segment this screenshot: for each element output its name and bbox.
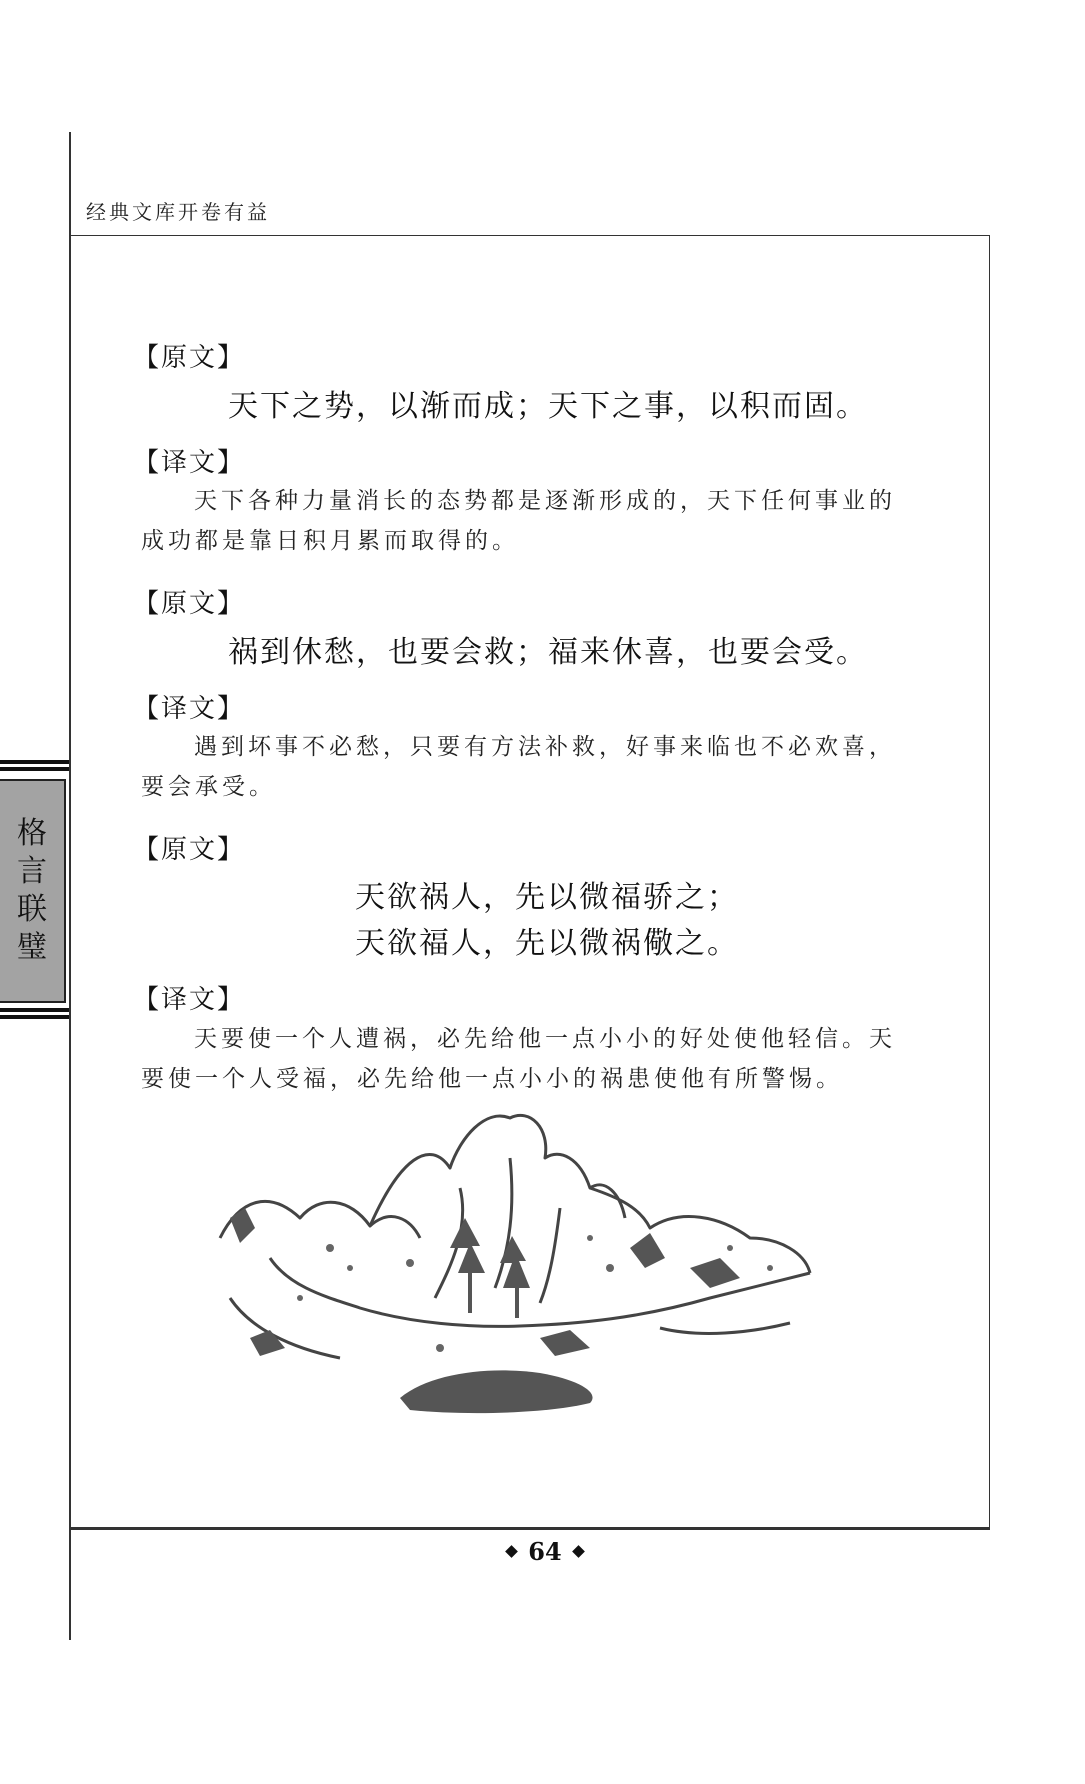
original-text: 天欲祸人，先以微福骄之；	[355, 880, 739, 915]
page-number: 64	[490, 1537, 600, 1566]
side-tab-char: 言	[17, 854, 47, 889]
side-tab-box	[0, 779, 66, 1003]
translation-text: 天要使一个人遭祸，必先给他一点小小的好处使他轻信。天要使一个人受福，必先给他一点小小的祸患使他有所警惕。	[141, 1026, 896, 1092]
original-label: 【原文】	[133, 589, 246, 619]
original-label: 【原文】	[133, 835, 246, 865]
translation-text: 天下各种力量消长的态势都是逐渐形成的，天下任何事业的成功都是靠日积月累而取得的。	[141, 488, 896, 554]
original-label: 【原文】	[133, 343, 246, 373]
translation-label: 【译文】	[133, 985, 246, 1015]
translation-text: 遇到坏事不必愁，只要有方法补救，好事来临也不必欢喜，要会承受。	[141, 734, 896, 800]
original-text: 天下之势，以渐而成；天下之事，以积而固。	[228, 389, 868, 424]
original-text: 天欲福人，先以微祸儆之。	[355, 926, 739, 961]
side-tab-char: 璧	[17, 930, 47, 965]
side-tab-char: 格	[17, 816, 47, 851]
landscape-illustration	[210, 1098, 820, 1444]
diamond-icon	[572, 1545, 585, 1558]
footer-rule	[69, 1528, 990, 1530]
diamond-icon	[505, 1545, 518, 1558]
translation-label: 【译文】	[133, 694, 246, 724]
side-tab	[0, 760, 69, 1022]
translation-label: 【译文】	[133, 448, 246, 478]
side-tab-char: 联	[17, 892, 47, 927]
original-text: 祸到休愁，也要会救；福来休喜，也要会受。	[228, 635, 868, 670]
running-header: 经典文库开卷有益	[86, 200, 270, 224]
